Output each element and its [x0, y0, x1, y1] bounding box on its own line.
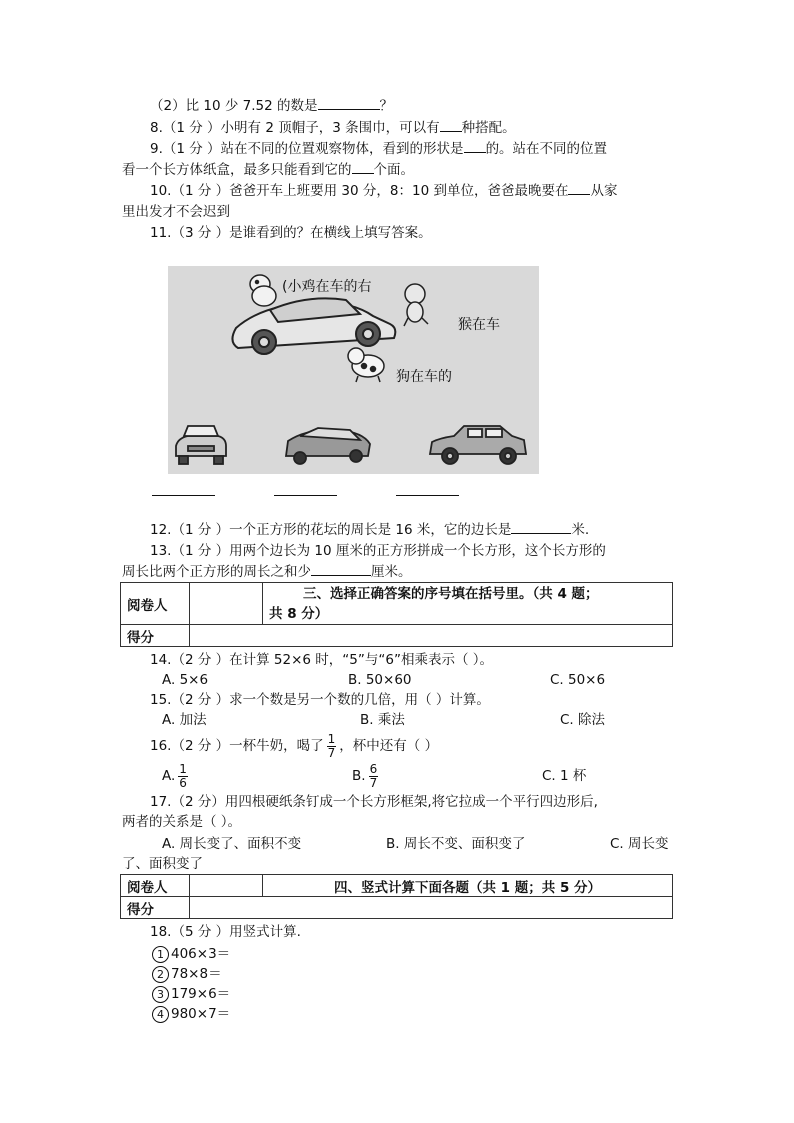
- q7-2: [150, 96, 393, 116]
- q17-option-a[interactable]: A. 周长变了、面积不变: [162, 836, 302, 852]
- q18-item-3: [152, 984, 230, 1004]
- answer-blank[interactable]: [464, 152, 486, 153]
- grader-cell[interactable]: [190, 583, 263, 625]
- dog-speech-label: 狗在车的: [396, 369, 452, 385]
- section3-title-line2: 共 8 分）: [269, 605, 329, 622]
- q18-item-expression: 78×8＝: [171, 966, 222, 982]
- q17-option-c[interactable]: C. 周长变: [610, 836, 669, 852]
- q17-option-c-cont: 了、面积变了: [122, 856, 203, 872]
- big-car-icon: [232, 298, 395, 354]
- q16-text-start: 16.（2 分 ）一杯牛奶，喝了: [150, 738, 324, 754]
- q8-text: 8.（1 分 ）小明有 2 顶帽子，3 条围巾，可以有: [150, 120, 440, 136]
- answer-blank[interactable]: [152, 495, 215, 496]
- q18-item-expression: 179×6＝: [171, 986, 231, 1002]
- q7-2-text: （2）比 10 少 7.52 的数是: [150, 98, 318, 114]
- car-angle-view-icon: [286, 428, 370, 464]
- cars-illustration: [168, 266, 539, 474]
- q12-text: 12.（1 分 ）一个正方形的花坛的周长是 16 米，它的边长是: [150, 522, 512, 538]
- fraction-one-seventh: [327, 733, 337, 760]
- q10-line1: [150, 181, 617, 201]
- answer-blank[interactable]: [352, 173, 374, 174]
- circled-number-1: 1: [152, 946, 169, 963]
- answer-blank[interactable]: [311, 575, 371, 576]
- q16-option-c[interactable]: C. 1 杯: [542, 768, 587, 784]
- q11-text: 11.（3 分 ）是谁看到的？在横线上填写答案。: [150, 225, 432, 241]
- q17-line2: 两者的关系是（ ）。: [122, 814, 242, 830]
- q14-option-a[interactable]: A. 5×6: [162, 672, 209, 688]
- fraction-numerator: 6: [369, 761, 378, 776]
- q13-text: 周长比两个正方形的周长之和少: [122, 564, 311, 580]
- q7-2-text-end: ？: [379, 98, 393, 114]
- car-side-view-icon: [430, 426, 526, 464]
- q10-line2: 里出发才不会迟到: [122, 204, 230, 220]
- score-label: 得分: [121, 625, 190, 647]
- q16-option-a[interactable]: [162, 762, 191, 790]
- circled-number-4: 4: [152, 1006, 169, 1023]
- option-label: A.: [162, 768, 176, 784]
- q13-line1: 13.（1 分 ）用两个边长为 10 厘米的正方形拼成一个长方形，这个长方形的: [150, 543, 606, 559]
- q18-item-4: [152, 1004, 230, 1024]
- q18-item-expression: 980×7＝: [171, 1006, 231, 1022]
- q14-option-b[interactable]: B. 50×60: [348, 672, 412, 688]
- answer-blank[interactable]: [568, 194, 590, 195]
- grader-label: 阅卷人: [121, 583, 190, 625]
- q16-text-end: ，杯中还有（ ）: [339, 738, 439, 754]
- chick-icon: [250, 275, 276, 306]
- score-label: 得分: [121, 897, 190, 919]
- q12: [150, 520, 589, 540]
- section3-score-table: [120, 582, 673, 647]
- q13-text-end: 厘米。: [371, 564, 412, 580]
- q15-option-c[interactable]: C. 除法: [560, 712, 606, 728]
- dog-icon: [348, 348, 384, 382]
- q9-text-cont: 的。站在不同的位置: [485, 141, 608, 157]
- fraction-numerator: 1: [179, 761, 187, 776]
- answer-blank[interactable]: [440, 131, 462, 132]
- q12-text-end: 米.: [571, 522, 590, 538]
- car-front-view-icon: [176, 426, 226, 464]
- answer-blank[interactable]: [274, 495, 337, 496]
- q15-text: 15.（2 分 ）求一个数是另一个数的几倍，用（ ）计算。: [150, 692, 490, 708]
- chick-speech-label: (小鸡在车的右: [282, 279, 372, 295]
- q17-option-b[interactable]: B. 周长不变、面积变了: [386, 836, 526, 852]
- answer-blank[interactable]: [511, 533, 571, 534]
- q15-option-b[interactable]: B. 乘法: [360, 712, 405, 728]
- grader-label: 阅卷人: [121, 875, 190, 897]
- section3-title-line1: 三、选择正确答案的序号填在括号里。（共 4 题；: [303, 585, 599, 602]
- q14-text: 14.（2 分 ）在计算 52×6 时，“5”与“6”相乘表示（ ）。: [150, 652, 493, 668]
- section3-title: [263, 583, 673, 625]
- q9-line2: [122, 160, 414, 180]
- q16-text: [150, 732, 438, 760]
- circled-number-2: 2: [152, 966, 169, 983]
- q10-text: 10.（1 分 ）爸爸开车上班要用 30 分，8：10 到单位，爸爸最晚要在: [150, 183, 569, 199]
- q18-text: 18.（5 分 ）用竖式计算.: [150, 924, 301, 940]
- q18-item-2: [152, 964, 222, 984]
- grader-cell[interactable]: [190, 875, 263, 897]
- q17-line1: 17.（2 分）用四根硬纸条钉成一个长方形框架,将它拉成一个平行四边形后,: [150, 794, 598, 810]
- circled-number-3: 3: [152, 986, 169, 1003]
- q18-item-1: [152, 944, 230, 964]
- score-cell[interactable]: [190, 625, 673, 647]
- q9-text: 9.（1 分 ）站在不同的位置观察物体，看到的形状是: [150, 141, 464, 157]
- monkey-speech-label: 猴在车: [458, 317, 500, 333]
- answer-blank[interactable]: [318, 109, 380, 110]
- monkey-icon: [404, 284, 428, 326]
- q15-option-a[interactable]: A. 加法: [162, 712, 207, 728]
- q9-text-2-end: 个面。: [373, 162, 414, 178]
- q9-text-2: 看一个长方体纸盒，最多只能看到它的: [122, 162, 352, 178]
- q10-text-cont: 从家: [590, 183, 618, 199]
- section4-score-table: [120, 874, 673, 919]
- fraction-option-b: [369, 763, 379, 790]
- fraction-denominator: 6: [179, 775, 187, 790]
- fraction-denominator: 7: [369, 775, 378, 790]
- option-label: B.: [352, 768, 366, 784]
- q9-line1: [150, 139, 607, 159]
- q8-text-end: 种搭配。: [461, 120, 516, 136]
- q16-option-b[interactable]: [352, 762, 381, 790]
- cars-figure: [168, 266, 539, 474]
- fraction-option-a: [178, 763, 188, 790]
- answer-blank[interactable]: [396, 495, 459, 496]
- q8: [150, 118, 516, 138]
- fraction-numerator: 1: [327, 731, 336, 746]
- score-cell[interactable]: [190, 897, 673, 919]
- q18-item-expression: 406×3＝: [171, 946, 231, 962]
- section4-title: 四、竖式计算下面各题（共 1 题；共 5 分）: [263, 875, 673, 897]
- fraction-denominator: 7: [327, 745, 336, 760]
- q13-line2: [122, 562, 412, 582]
- q14-option-c[interactable]: C. 50×6: [550, 672, 606, 688]
